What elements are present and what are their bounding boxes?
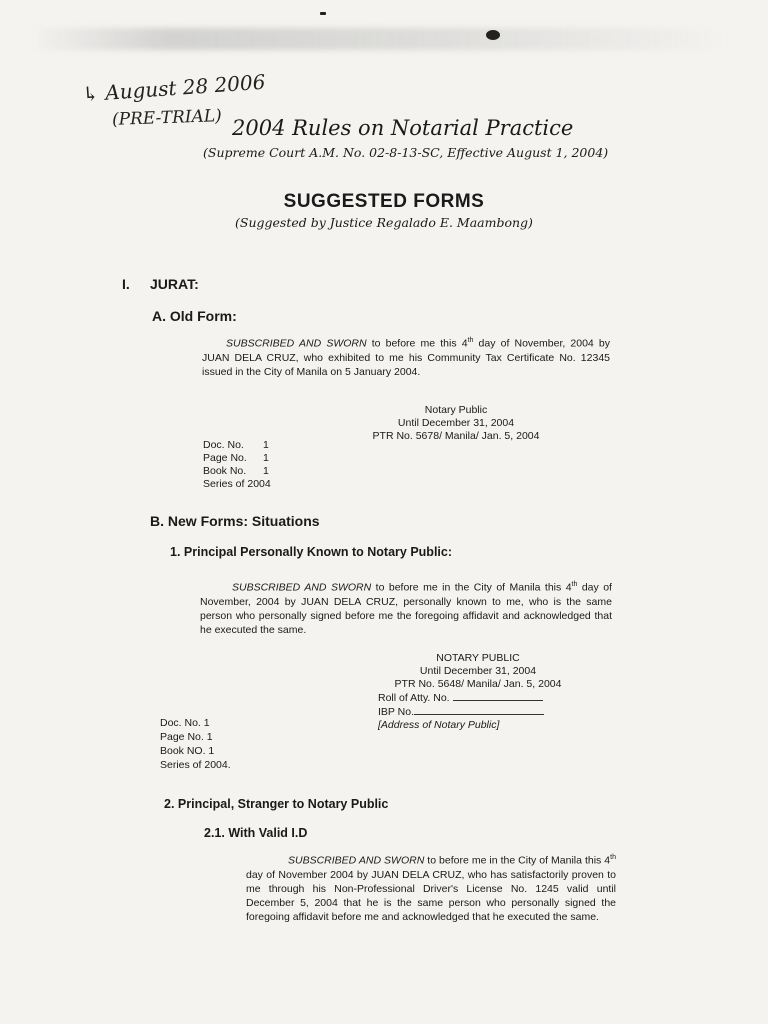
document-subtitle: (Supreme Court A.M. No. 02-8-13-SC, Effective August 1, 2004) bbox=[203, 145, 609, 160]
scan-smudge bbox=[30, 28, 730, 50]
document-title: 2004 Rules on Notarial Practice bbox=[232, 116, 574, 140]
situation1-heading: 1. Principal Personally Known to Notary Public: bbox=[170, 545, 453, 559]
ibp-no-blank bbox=[414, 705, 544, 715]
situation2-paragraph: SUBSCRIBED AND SWORN to before me in the City of Manila this 4th day of November 2004 by JUAN DELA CRUZ, who has satisfactorily proven to me through his Non-Professional Driver's License No. 1245 valid until December 5, 2004 that he is the same person who personally signed the foregoing affidavit before me and acknowledged that he executed the same. bbox=[246, 854, 616, 923]
old-form-notary-block: Notary Public Until December 31, 2004 PTR No. 5678/ Manila/ Jan. 5, 2004 bbox=[372, 404, 540, 442]
old-form-doc-block: Doc. No. 1 Page No. 1 Book No. 1 Series of 2004 bbox=[203, 439, 271, 490]
new-forms-heading: B. New Forms: Situations bbox=[150, 513, 320, 529]
scan-blot bbox=[486, 30, 500, 40]
situation1-doc-block: Doc. No. 1 Page No. 1 Book NO. 1 Series of 2004. bbox=[160, 717, 231, 771]
situation1-paragraph: SUBSCRIBED AND SWORN to before me in the City of Manila this 4th day of November, 2004 by JUAN DELA CRUZ, personally known to me, who is the same person who personally signed before me the foregoing affidavit and acknowledged that he executed the same. bbox=[200, 581, 612, 636]
situation2-subheading: 2.1. With Valid I.D bbox=[204, 826, 308, 840]
scan-dot bbox=[320, 12, 326, 15]
situation2-heading: 2. Principal, Stranger to Notary Public bbox=[164, 797, 389, 811]
section-title: JURAT: bbox=[150, 276, 199, 292]
handwritten-date: ↳ August 28 2006 bbox=[81, 69, 267, 107]
old-form-heading: A. Old Form: bbox=[152, 308, 237, 324]
handwritten-note: (PRE-TRIAL) bbox=[111, 106, 223, 130]
section-number: I. bbox=[122, 276, 130, 292]
forms-title: SUGGESTED FORMS bbox=[283, 191, 485, 212]
situation1-notary-block: NOTARY PUBLIC Until December 31, 2004 PTR No. 5648/ Manila/ Jan. 5, 2004 Roll of Atty. No. IBP No. [Address of Notary Public] bbox=[378, 652, 562, 731]
old-form-paragraph: SUBSCRIBED AND SWORN to before me this 4th day of November, 2004 by JUAN DELA CRUZ, who exhibited to me his Community Tax Certificate No. 12345 issued in the City of Manila on 5 January 2004. bbox=[202, 337, 610, 378]
roll-no-blank bbox=[453, 691, 543, 701]
handwritten-arrow: ↳ bbox=[81, 80, 107, 107]
forms-subtitle: (Suggested by Justice Regalado E. Maambong) bbox=[235, 215, 533, 230]
